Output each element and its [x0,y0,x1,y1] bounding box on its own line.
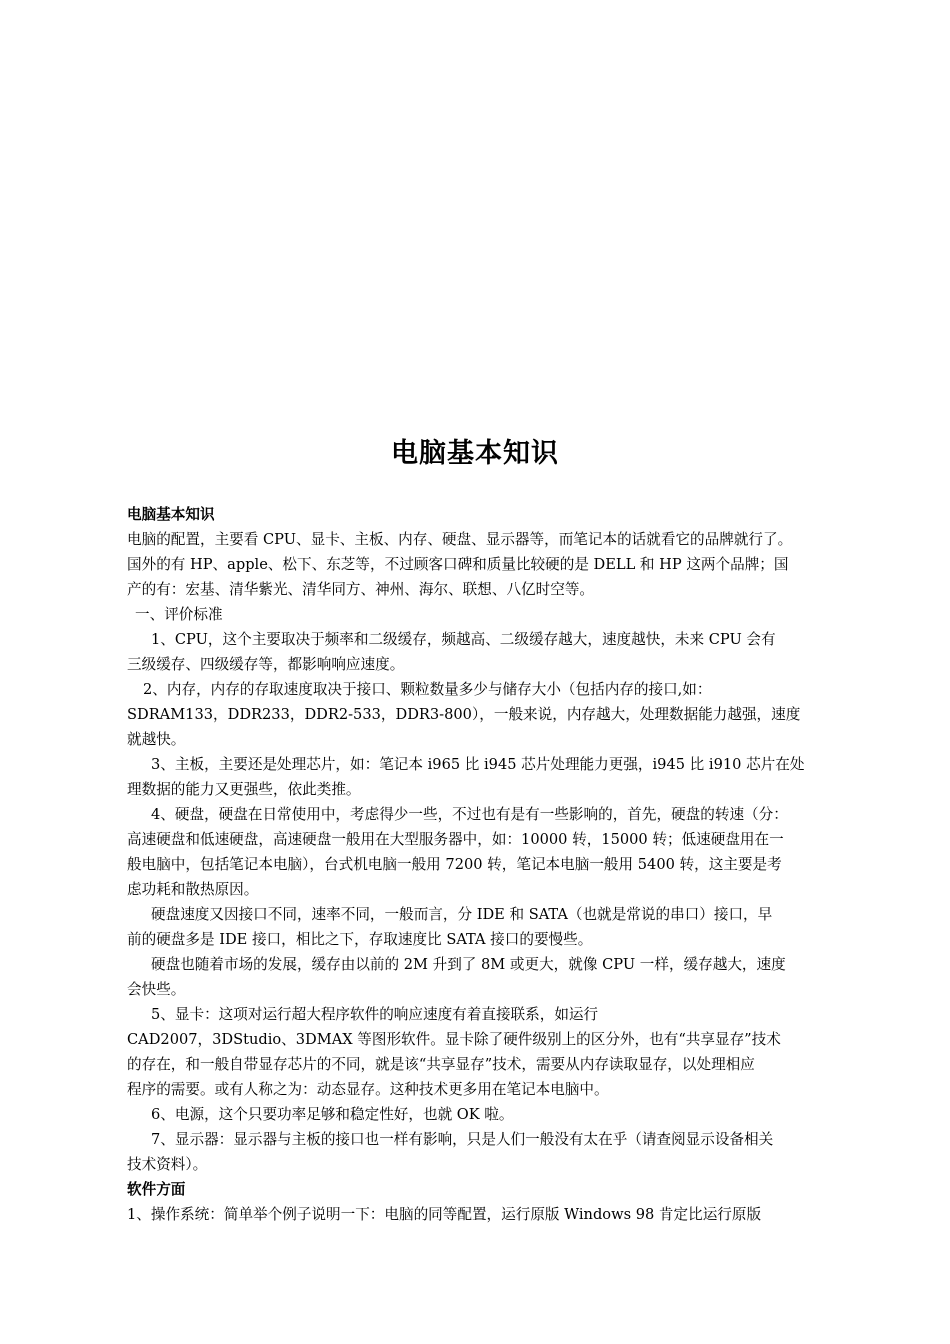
paragraph-line: 2、内存，内存的存取速度取决于接口、颗粒数量多少与储存大小（包括内存的接口,如： [143,681,712,698]
paragraph-line: CAD2007，3DStudio、3DMAX 等图形软件。显卡除了硬件级别上的区分外，也有“共享显存”技术 [127,1031,781,1048]
paragraph-line: SDRAM133，DDR233，DDR2-533，DDR3-800），一般来说，内存越大，处理数据能力越强，速度 [127,706,801,723]
paragraph-line: 3、主板，主要还是处理芯片，如：笔记本 i965 比 i945 芯片处理能力更强，i945 比 i910 芯片在处 [151,756,805,773]
paragraph-line: 技术资料）。 [127,1156,208,1173]
paragraph-line: 6、电源，这个只要功率足够和稳定性好，也就 OK 啦。 [151,1106,514,1123]
paragraph-line: 产的有：宏基、清华紫光、清华同方、神州、海尔、联想、八亿时空等。 [127,581,595,598]
paragraph-line: 会快些。 [127,981,186,998]
paragraph-line: 一、评价标准 [135,606,223,623]
paragraph-line: 1、CPU，这个主要取决于频率和二级缓存，频越高、二级缓存越大，速度越快，未来 CPU 会有 [151,631,776,648]
paragraph-line: 程序的需要。或有人称之为：动态显存。这种技术更多用在笔记本电脑中。 [127,1081,609,1098]
paragraph-line: 硬盘也随着市场的发展，缓存由以前的 2M 升到了 8M 或更大，就像 CPU 一样，缓存越大，速度 [151,956,786,973]
paragraph-line: 般电脑中，包括笔记本电脑），台式机电脑一般用 7200 转，笔记本电脑一般用 5400 转，这主要是考 [127,856,782,873]
paragraph-line: 7、显示器：显示器与主板的接口也一样有影响，只是人们一般没有太在乎（请查阅显示设备相关 [151,1131,774,1148]
paragraph-line: 高速硬盘和低速硬盘，高速硬盘一般用在大型服务器中，如：10000 转，15000 转；低速硬盘用在一 [127,831,784,848]
paragraph-line: 国外的有 HP、apple、松下、东芝等，不过顾客口碑和质量比较硬的是 DELL 和 HP 这两个品牌；国 [127,556,789,573]
document-body [127,502,847,1227]
section-heading: 软件方面 [127,1181,186,1198]
paragraph-line: 理数据的能力又更强些，依此类推。 [127,781,361,798]
paragraph-line: 三级缓存、四级缓存等，都影响响应速度。 [127,656,405,673]
document-title: 电脑基本知识 [391,438,559,469]
paragraph-line: 前的硬盘多是 IDE 接口，相比之下，存取速度比 SATA 接口的要慢些。 [127,931,593,948]
paragraph-line: 1、操作系统：简单举个例子说明一下：电脑的同等配置，运行原版 Windows 98 肯定比运行原版 [127,1206,762,1223]
paragraph-line: 就越快。 [127,731,186,748]
section-heading: 电脑基本知识 [127,506,215,523]
paragraph-line: 电脑的配置，主要看 CPU、显卡、主板、内存、硬盘、显示器等，而笔记本的话就看它的品牌就行了。 [127,531,793,548]
paragraph-line: 4、硬盘，硬盘在日常使用中，考虑得少一些，不过也有是有一些影响的，首先，硬盘的转速（分： [151,806,788,823]
paragraph-line: 的存在，和一般自带显存芯片的不同，就是该“共享显存”技术，需要从内存读取显存，以处理相应 [127,1056,755,1073]
paragraph-line: 5、显卡：这项对运行超大程序软件的响应速度有着直接联系，如运行 [151,1006,599,1023]
paragraph-line: 硬盘速度又因接口不同，速率不同，一般而言，分 IDE 和 SATA（也就是常说的串口）接口，早 [151,906,773,923]
paragraph-line: 虑功耗和散热原因。 [127,881,259,898]
